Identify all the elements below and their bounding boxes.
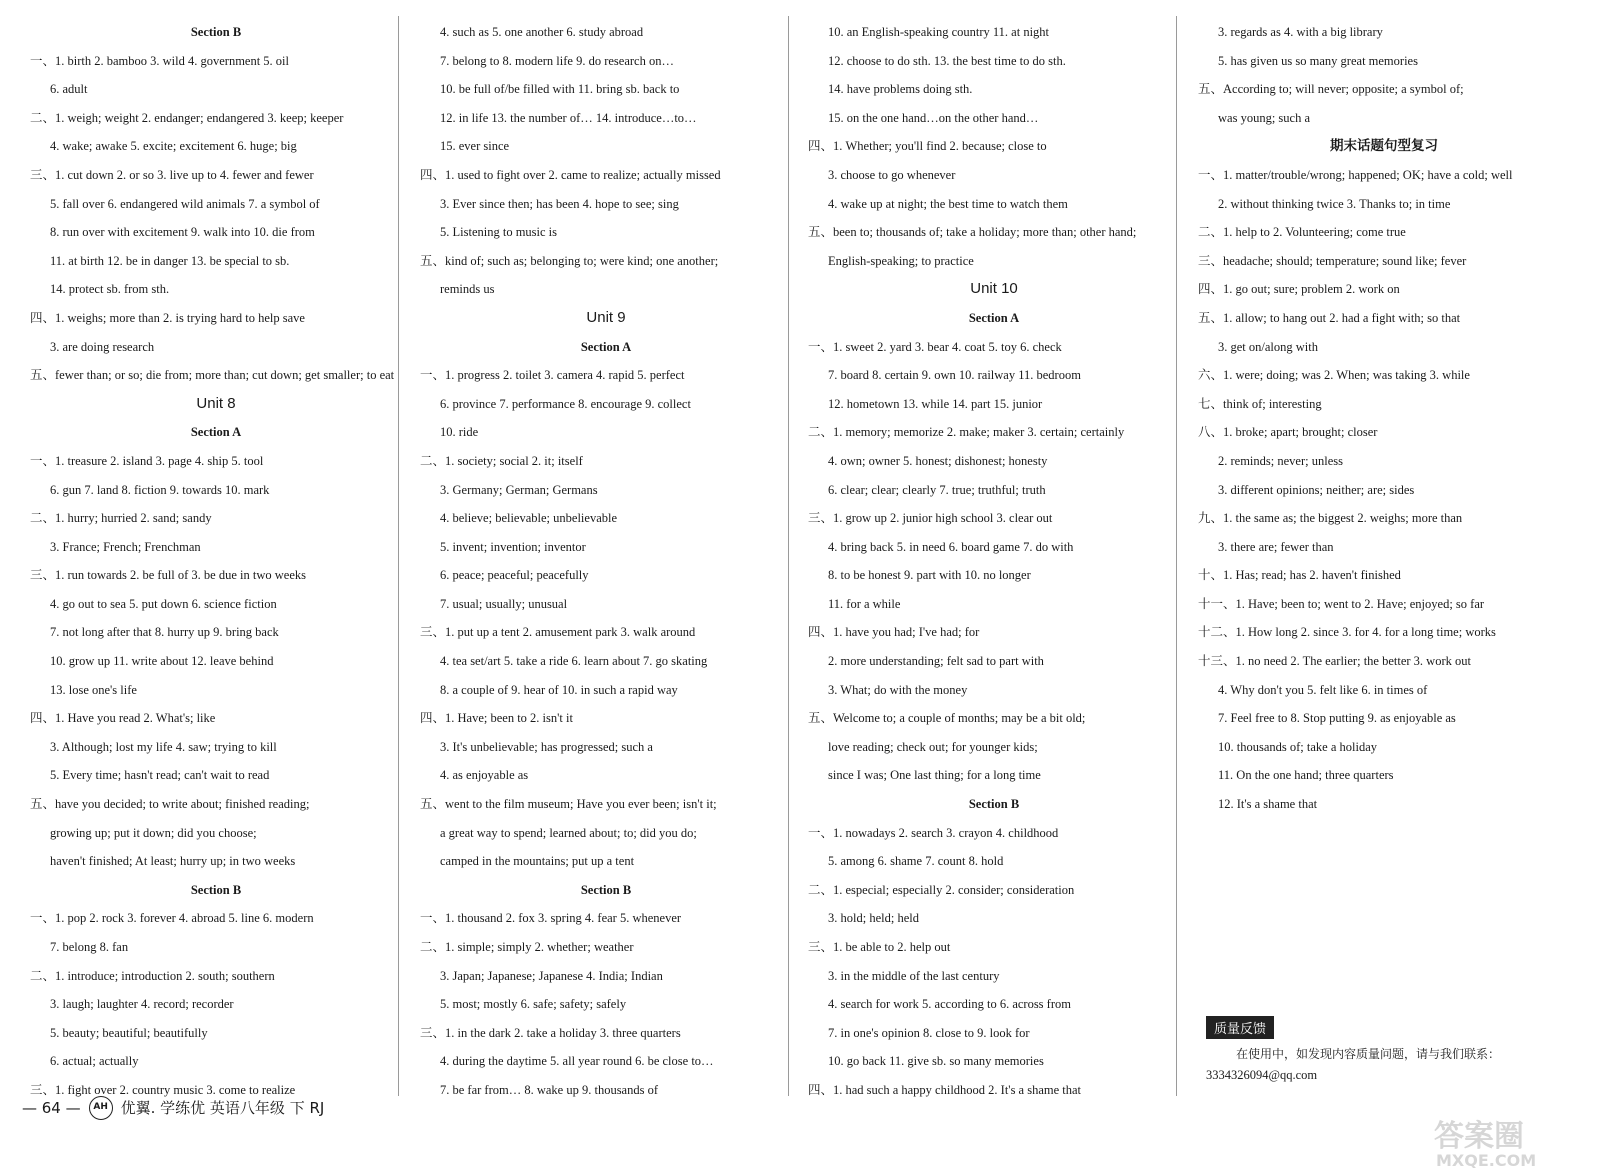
- answer-line: 7. in one's opinion 8. close to 9. look for: [828, 1025, 1030, 1040]
- unit-heading: Unit 9: [586, 308, 626, 326]
- feedback-email: 3334326094@qq.com: [1206, 1068, 1318, 1082]
- unit-heading: Unit 10: [970, 280, 1018, 298]
- answer-line: 15. on the one hand…on the other hand…: [828, 110, 1039, 125]
- answer-line: 五、According to; will never; opposite; a symbol of;: [1198, 82, 1464, 97]
- answer-line: 三、1. be able to 2. help out: [808, 940, 951, 954]
- section-heading: Section B: [968, 797, 1020, 812]
- answer-line: 10. go back 11. give sb. so many memories: [828, 1054, 1044, 1069]
- answer-line: 6. clear; clear; clearly 7. true; truthful; truth: [828, 482, 1046, 497]
- answer-line: 一、1. sweet 2. yard 3. bear 4. coat 5. toy 6. check: [808, 339, 1062, 354]
- answer-line: 三、1. in the dark 2. take a holiday 3. three quarters: [420, 1025, 681, 1040]
- answer-line: 四、1. weighs; more than 2. is trying hard to help save: [30, 310, 305, 325]
- answer-line: 5. most; mostly 6. safe; safety; safely: [440, 997, 627, 1012]
- answer-column-3: [808, 18, 1180, 1105]
- answer-line: 十三、1. no need 2. The earlier; the better 3. work out: [1198, 654, 1471, 669]
- answer-line: 八、1. broke; apart; brought; closer: [1198, 425, 1378, 440]
- answer-line: 十二、1. How long 2. since 3. for 4. for a long time; works: [1198, 625, 1496, 640]
- answer-line: 3. different opinions; neither; are; sides: [1218, 482, 1415, 497]
- answer-line: was young; such a: [1218, 110, 1310, 125]
- answer-line: English-speaking; to practice: [828, 253, 974, 268]
- answer-line: 3. there are; fewer than: [1218, 539, 1334, 554]
- answer-line: 11. for a while: [828, 596, 901, 611]
- answer-line: 三、1. fight over 2. country music 3. come to realize: [30, 1082, 296, 1097]
- answer-line: 13. lose one's life: [50, 682, 137, 697]
- watermark-url: MXQE.COM: [1436, 1151, 1537, 1168]
- review-heading: 期末话题句型复习: [1330, 138, 1438, 155]
- answer-line: 5. has given us so many great memories: [1218, 53, 1418, 68]
- answer-line: 2. without thinking twice 3. Thanks to; in time: [1218, 196, 1451, 211]
- answer-line: 3. choose to go whenever: [828, 167, 956, 182]
- answer-line: 九、1. the same as; the biggest 2. weighs; more than: [1198, 511, 1463, 526]
- answer-line: 3. France; French; Frenchman: [50, 539, 201, 554]
- answer-line: 11. at birth 12. be in danger 13. be special to sb.: [50, 253, 290, 268]
- answer-line: 5. beauty; beautiful; beautifully: [50, 1025, 208, 1040]
- answer-line: 7. belong to 8. modern life 9. do research on…: [440, 53, 674, 68]
- answer-line: 一、1. matter/trouble/wrong; happened; OK; have a cold; well: [1198, 167, 1513, 182]
- answer-line: 二、1. simple; simply 2. whether; weather: [420, 940, 634, 954]
- answer-line: reminds us: [440, 282, 495, 297]
- answer-line: 一、1. thousand 2. fox 3. spring 4. fear 5. whenever: [420, 911, 682, 926]
- answer-line: 二、1. help to 2. Volunteering; come true: [1198, 225, 1406, 240]
- answer-line: 10. be full of/be filled with 11. bring sb. back to: [440, 82, 680, 97]
- answer-line: 12. choose to do sth. 13. the best time to do sth.: [828, 53, 1066, 68]
- column-divider: [788, 16, 789, 1096]
- answer-line: 四、1. Have you read 2. What's; like: [30, 711, 216, 726]
- answer-line: 三、headache; should; temperature; sound like; fever: [1198, 253, 1467, 268]
- answer-line: camped in the mountains; put up a tent: [440, 854, 635, 869]
- answer-line: 五、been to; thousands of; take a holiday; more than; other hand;: [808, 225, 1137, 240]
- answer-line: 五、Welcome to; a couple of months; may be a bit old;: [808, 711, 1086, 726]
- answer-line: 四、1. had such a happy childhood 2. It's a shame that: [808, 1082, 1082, 1097]
- answer-line: 6. adult: [50, 82, 88, 97]
- answer-column-4: [1198, 18, 1570, 819]
- answer-line: 十、1. Has; read; has 2. haven't finished: [1198, 568, 1401, 583]
- answer-line: 3. Ever since then; has been 4. hope to see; sing: [440, 196, 679, 211]
- answer-line: 二、1. introduce; introduction 2. south; southern: [30, 968, 275, 983]
- answer-line: 14. have problems doing sth.: [828, 82, 973, 97]
- unit-heading: Unit 8: [196, 394, 236, 412]
- answer-line: 7. Feel free to 8. Stop putting 9. as enjoyable as: [1218, 711, 1456, 726]
- answer-line: 三、1. run towards 2. be full of 3. be due in two weeks: [30, 568, 306, 583]
- answer-line: 5. Every time; hasn't read; can't wait to read: [50, 768, 270, 783]
- answer-line: 四、1. Whether; you'll find 2. because; close to: [808, 139, 1047, 154]
- answer-line: a great way to spend; learned about; to; did you do;: [440, 825, 697, 840]
- section-heading: Section A: [580, 339, 632, 354]
- answer-line: 10. thousands of; take a holiday: [1218, 739, 1377, 754]
- answer-line: 4. as enjoyable as: [440, 768, 529, 783]
- answer-line: 一、1. nowadays 2. search 3. crayon 4. childhood: [808, 825, 1059, 840]
- publisher-logo-icon: AH: [89, 1096, 113, 1120]
- section-heading: Section A: [968, 310, 1020, 325]
- page-number: — 64 —: [22, 1099, 81, 1117]
- answer-line: 11. On the one hand; three quarters: [1218, 768, 1394, 783]
- section-heading: Section A: [190, 425, 242, 440]
- section-heading: Section B: [190, 25, 242, 39]
- answer-line: haven't finished; At least; hurry up; in two weeks: [50, 854, 296, 869]
- answer-line: 3. Although; lost my life 4. saw; trying to kill: [50, 739, 277, 754]
- answer-line: 12. hometown 13. while 14. part 15. junior: [828, 396, 1043, 411]
- answer-line: 4. own; owner 5. honest; dishonest; honesty: [828, 453, 1048, 468]
- answer-line: 4. go out to sea 5. put down 6. science fiction: [50, 596, 277, 611]
- answer-line: 6. actual; actually: [50, 1054, 139, 1069]
- answer-line: 4. bring back 5. in need 6. board game 7. do with: [828, 539, 1074, 554]
- answer-line: 15. ever since: [440, 139, 510, 154]
- book-title: 优翼. 学练优 英语八年级 下 RJ: [120, 1099, 325, 1117]
- answer-line: 六、1. were; doing; was 2. When; was taking 3. while: [1198, 368, 1470, 383]
- answer-line: 七、think of; interesting: [1198, 396, 1322, 411]
- answer-column-1: [30, 18, 402, 1105]
- answer-line: 5. invent; invention; inventor: [440, 539, 586, 554]
- answer-line: 3. regards as 4. with a big library: [1218, 25, 1383, 39]
- answer-line: 7. be far from… 8. wake up 9. thousands of: [440, 1082, 659, 1097]
- section-heading: Section B: [190, 882, 242, 897]
- answer-line: 5. among 6. shame 7. count 8. hold: [828, 854, 1004, 869]
- answer-line: 3. What; do with the money: [828, 682, 968, 697]
- answer-line: 14. protect sb. from sth.: [50, 282, 170, 297]
- answer-line: 五、have you decided; to write about; finished reading;: [30, 797, 310, 812]
- answer-line: 6. peace; peaceful; peacefully: [440, 568, 589, 583]
- answer-line: 二、1. especial; especially 2. consider; consideration: [808, 882, 1075, 897]
- answer-line: since I was; One last thing; for a long time: [828, 768, 1041, 783]
- answer-line: 3. Japan; Japanese; Japanese 4. India; Indian: [440, 968, 663, 983]
- answer-line: 12. in life 13. the number of… 14. introduce…to…: [440, 110, 697, 125]
- answer-line: 五、fewer than; or so; die from; more than; cut down; get smaller; to eat: [30, 368, 395, 383]
- answer-line: 4. such as 5. one another 6. study abroad: [440, 25, 644, 39]
- answer-line: 一、1. birth 2. bamboo 3. wild 4. government 5. oil: [30, 53, 290, 68]
- quality-feedback-label: 质量反馈: [1206, 1016, 1274, 1039]
- answer-line: 10. grow up 11. write about 12. leave behind: [50, 654, 274, 669]
- answer-line: 5. fall over 6. endangered wild animals 7. a symbol of: [50, 196, 320, 211]
- answer-line: 3. Germany; German; Germans: [440, 482, 598, 497]
- answer-line: 四、1. have you had; I've had; for: [808, 625, 980, 640]
- answer-line: 五、1. allow; to hang out 2. had a fight with; so that: [1198, 310, 1461, 325]
- section-heading: Section B: [580, 882, 632, 897]
- answer-line: 6. province 7. performance 8. encourage 9. collect: [440, 396, 691, 411]
- answer-line: 三、1. cut down 2. or so 3. live up to 4. fewer and fewer: [30, 167, 314, 182]
- answer-line: 3. in the middle of the last century: [828, 968, 1000, 983]
- answer-line: 三、1. grow up 2. junior high school 3. clear out: [808, 511, 1053, 526]
- answer-line: 12. It's a shame that: [1218, 797, 1318, 812]
- answer-line: 4. wake; awake 5. excite; excitement 6. huge; big: [50, 139, 297, 154]
- answer-line: love reading; check out; for younger kids;: [828, 739, 1038, 754]
- answer-column-2: [420, 18, 792, 1105]
- answer-line: 7. board 8. certain 9. own 10. railway 11. bedroom: [828, 368, 1081, 383]
- answer-line: 一、1. pop 2. rock 3. forever 4. abroad 5. line 6. modern: [30, 911, 314, 926]
- answer-line: 3. are doing research: [50, 339, 155, 354]
- answer-line: 10. an English-speaking country 11. at night: [828, 25, 1050, 39]
- answer-line: 4. believe; believable; unbelievable: [440, 511, 618, 526]
- answer-line: 5. Listening to music is: [440, 225, 558, 240]
- answer-line: 四、1. Have; been to 2. isn't it: [420, 711, 573, 726]
- answer-line: 一、1. progress 2. toilet 3. camera 4. rapid 5. perfect: [420, 368, 685, 383]
- answer-line: 二、1. hurry; hurried 2. sand; sandy: [30, 511, 212, 526]
- answer-line: 一、1. treasure 2. island 3. page 4. ship 5. tool: [30, 453, 264, 468]
- answer-line: 8. a couple of 9. hear of 10. in such a rapid way: [440, 682, 678, 697]
- answer-line: 五、went to the film museum; Have you ever been; isn't it;: [420, 797, 717, 812]
- answer-line: 7. belong 8. fan: [50, 940, 129, 954]
- answer-line: 十一、1. Have; been to; went to 2. Have; enjoyed; so far: [1198, 596, 1485, 611]
- answer-line: 4. tea set/art 5. take a ride 6. learn about 7. go skating: [440, 654, 708, 669]
- answer-line: 五、kind of; such as; belonging to; were kind; one another;: [420, 253, 719, 268]
- answer-line: 3. hold; held; held: [828, 911, 919, 926]
- watermark-logo: [1430, 1112, 1590, 1168]
- answer-line: 3. It's unbelievable; has progressed; such a: [440, 739, 653, 754]
- answer-line: 4. Why don't you 5. felt like 6. in times of: [1218, 682, 1428, 697]
- answer-line: 二、1. society; social 2. it; itself: [420, 453, 583, 468]
- answer-line: 8. run over with excitement 9. walk into 10. die from: [50, 225, 315, 240]
- answer-line: 4. during the daytime 5. all year round 6. be close to…: [440, 1054, 714, 1069]
- watermark-text: 答案圈: [1434, 1119, 1524, 1154]
- answer-line: 2. reminds; never; unless: [1218, 453, 1343, 468]
- column-divider: [398, 16, 399, 1096]
- answer-line: growing up; put it down; did you choose;: [50, 825, 257, 840]
- column-divider: [1176, 16, 1177, 1096]
- answer-line: 二、1. weigh; weight 2. endanger; endangered 3. keep; keeper: [30, 110, 344, 125]
- answer-line: 7. not long after that 8. hurry up 9. bring back: [50, 625, 279, 640]
- answer-line: 3. laugh; laughter 4. record; recorder: [50, 997, 234, 1012]
- answer-line: 4. search for work 5. according to 6. across from: [828, 997, 1071, 1012]
- answer-line: 2. more understanding; felt sad to part with: [828, 654, 1044, 669]
- answer-line: 8. to be honest 9. part with 10. no longer: [828, 568, 1031, 583]
- answer-line: 四、1. used to fight over 2. came to realize; actually missed: [420, 167, 721, 182]
- answer-line: 4. wake up at night; the best time to watch them: [828, 196, 1068, 211]
- answer-line: 三、1. put up a tent 2. amusement park 3. walk around: [420, 625, 696, 640]
- answer-line: 二、1. memory; memorize 2. make; maker 3. certain; certainly: [808, 425, 1125, 440]
- answer-line: 10. ride: [440, 425, 479, 440]
- answer-line: 四、1. go out; sure; problem 2. work on: [1198, 282, 1400, 297]
- answer-line: 6. gun 7. land 8. fiction 9. towards 10. mark: [50, 482, 270, 497]
- answer-line: 3. get on/along with: [1218, 339, 1318, 354]
- quality-feedback-message: 在使用中，如发现内容质量问题，请与我们联系：: [1236, 1047, 1501, 1061]
- page-footer: [22, 1096, 324, 1120]
- answer-line: 7. usual; usually; unusual: [440, 596, 568, 611]
